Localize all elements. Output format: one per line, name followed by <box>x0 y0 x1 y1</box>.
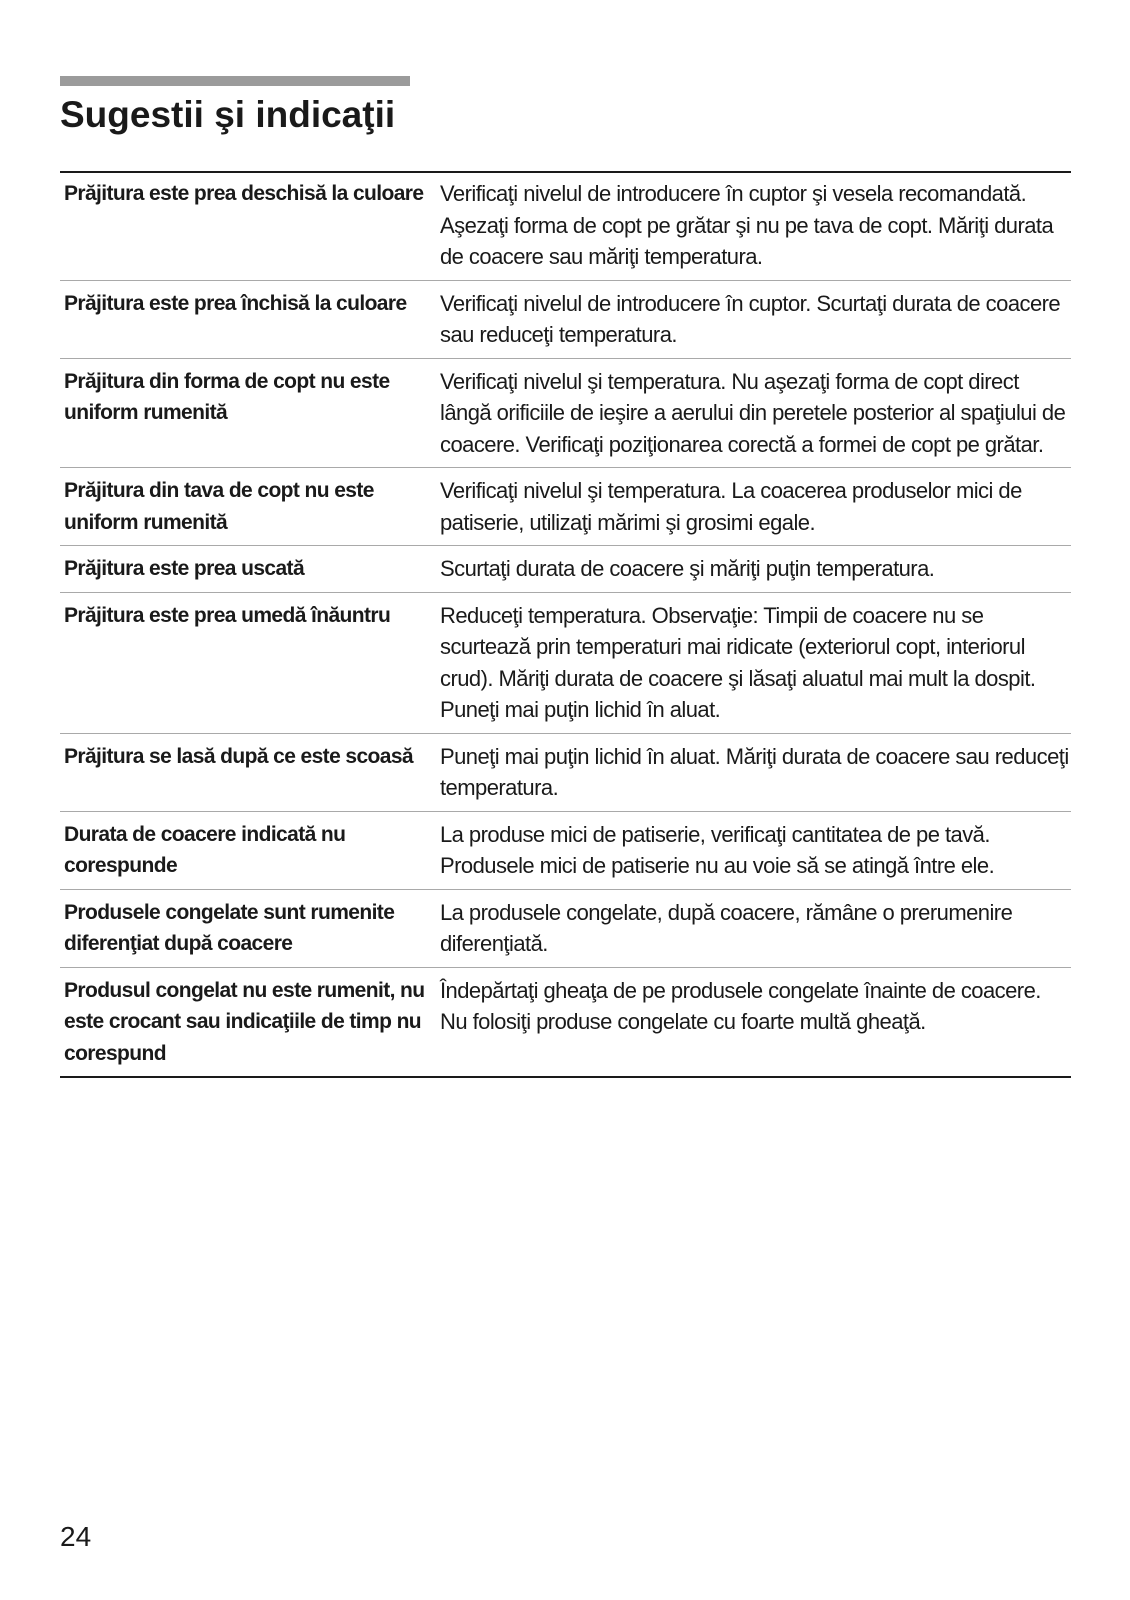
section-header-bar <box>60 76 410 86</box>
tip-problem: Prăjitura din tava de copt nu este uniform rumenită <box>64 479 374 534</box>
tip-solution: Verificaţi nivelul şi temperatura. Nu aşezaţi forma de copt direct lângă orificiile de ieşire a aerului din peretele posterior al spaţiului de coacere. Verificaţi poziţionarea corectă a formei de copt pe grătar. <box>440 368 1066 457</box>
table-row <box>60 733 1071 811</box>
tip-solution: La produse mici de patiserie, verificaţi cantitatea de pe tavă. Produsele mici de patiserie nu au voie să se atingă între ele. <box>440 821 995 878</box>
table-row <box>60 467 1071 545</box>
tip-problem: Prăjitura se lasă după ce este scoasă <box>64 744 414 768</box>
table-row <box>60 967 1071 1077</box>
table-row <box>60 889 1071 967</box>
table-row <box>60 811 1071 889</box>
tip-problem: Prăjitura este prea închisă la culoare <box>64 291 407 315</box>
tip-problem: Prăjitura din forma de copt nu este uniform rumenită <box>64 369 390 424</box>
tip-solution: Verificaţi nivelul de introducere în cuptor şi vesela recomandată. Aşezaţi forma de copt pe grătar şi nu pe tava de copt. Măriţi durata de coacere sau măriţi temperatura. <box>440 181 1054 269</box>
table-row <box>60 173 1071 280</box>
table-row <box>60 280 1071 358</box>
tip-solution: Verificaţi nivelul şi temperatura. La coacerea produselor mici de patiserie, utilizaţi mărimi şi grosimi egale. <box>440 478 1022 535</box>
tip-problem: Prăjitura este prea uscată <box>64 557 305 580</box>
tip-solution: Puneţi mai puţin lichid în aluat. Măriţi durata de coacere sau reduceţi temperatura. <box>440 743 1069 800</box>
tip-problem: Produsele congelate sunt rumenite diferenţiat după coacere <box>64 900 395 955</box>
page-title: Sugestii şi indicaţii <box>60 94 396 135</box>
tip-problem: Produsul congelat nu este rumenit, nu este crocant sau indicaţiile de timp nu corespund <box>64 978 425 1065</box>
tip-problem: Prăjitura este prea deschisă la culoare <box>64 182 424 205</box>
tip-solution: Scurtaţi durata de coacere şi măriţi puţin temperatura. <box>440 556 935 581</box>
tip-solution: Verificaţi nivelul de introducere în cuptor. Scurtaţi durata de coacere sau reduceţi temperatura. <box>440 290 1061 347</box>
table-row <box>60 592 1071 733</box>
page-number: 24 <box>60 1521 92 1552</box>
tip-solution: Îndepărtaţi gheaţa de pe produsele congelate înainte de coacere. Nu folosiţi produse congelate cu foarte multă gheaţă. <box>440 977 1041 1034</box>
tip-solution: La produsele congelate, după coacere, rămâne o prerumenire diferenţiată. <box>440 899 1013 956</box>
table-row <box>60 358 1071 468</box>
tip-solution: Reduceţi temperatura. Observaţie: Timpii de coacere nu se scurtează prin temperaturi mai ridicate (exteriorul copt, interiorul crud). Măriţi durata de coacere şi lăsaţi aluatul mai mult la dospit. Puneţi mai puţin lichid în aluat. <box>440 602 1036 722</box>
table-row <box>60 545 1071 592</box>
tips-table <box>60 171 1071 1078</box>
tip-problem: Durata de coacere indicată nu corespunde <box>64 822 346 877</box>
tip-problem: Prăjitura este prea umedă înăuntru <box>64 603 391 627</box>
